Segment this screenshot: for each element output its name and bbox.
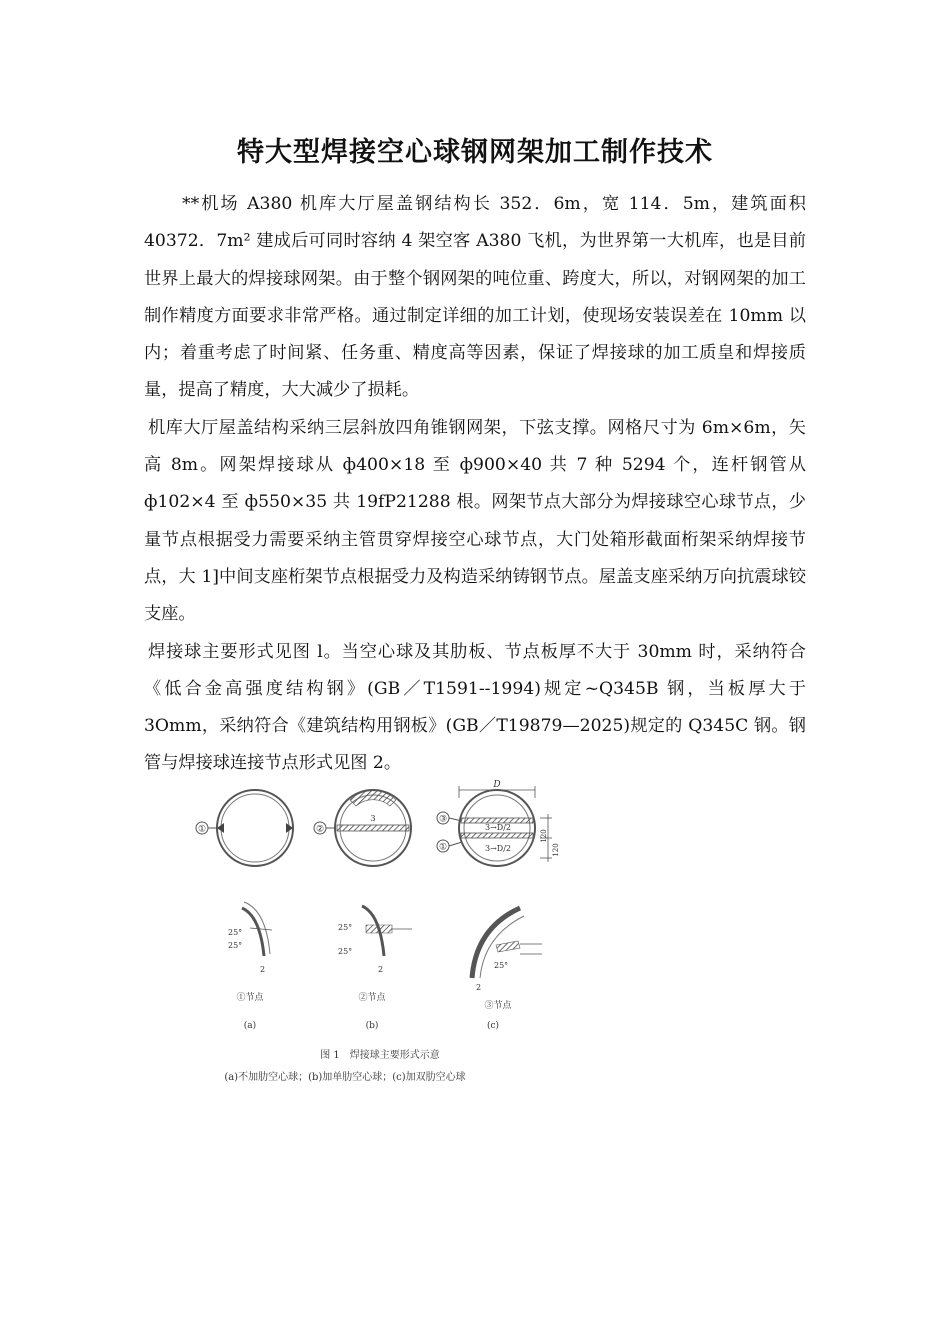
sphere-b-single-rib	[314, 790, 411, 866]
angle-label-b-1: 25°	[338, 923, 353, 932]
angle-label-a-1: 25°	[228, 928, 243, 937]
figure-svg	[180, 778, 580, 1098]
angle-label-a-2: 25°	[228, 941, 243, 950]
sub-label-a: (a)	[243, 1021, 257, 1031]
marker-3-c: ③	[438, 814, 448, 825]
inner-label-c-top: 3→D/2	[485, 823, 511, 832]
sub-label-b: (b)	[365, 1021, 379, 1031]
node-label-b: ②节点	[358, 993, 386, 1003]
node-detail-b	[338, 906, 412, 974]
document-body	[144, 186, 806, 783]
paragraph-1: **机场 A380 机库大厅屋盖钢结构长 352．6m，宽 114．5m，建筑面积 40372．7m² 建成后可同时容纳 4 架空客 A380 飞机，为世界第一大机库，也是目前世界上最大的焊接球网架。由于整个钢网架的吨位重、跨度大，所以，对钢网架的加工制作精度方面要求非常严格。通过制定详细的加工计划，使现场安装误差在 10mm 以内；着重考虑了时间紧、任务重、精度高等因素，保证了焊接球的加工质皇和焊接质量，提高了精度，大大减少了损耗。	[144, 194, 806, 401]
marker-1-c: ①	[438, 842, 448, 853]
angle-label-c: 25°	[494, 961, 509, 970]
dimension-d-label: D	[493, 780, 501, 790]
dimension-120-top: 120	[540, 829, 548, 843]
node-detail-c	[472, 908, 542, 992]
figure-caption: 图 1 焊接球主要形式示意	[320, 1050, 440, 1061]
angle-label-b-2: 25°	[338, 947, 353, 956]
marker-2-b: ②	[315, 824, 325, 835]
sub-label-c: (c)	[486, 1021, 500, 1031]
figure-1-welded-ball-diagram	[180, 778, 580, 1098]
node-detail-a	[228, 902, 272, 974]
weld-label-b: 2	[378, 965, 384, 974]
node-label-c: ③节点	[484, 1001, 512, 1011]
marker-1-a: ①	[197, 824, 207, 835]
sphere-a-unribbed	[196, 790, 293, 866]
node-label-a: ①节点	[236, 993, 264, 1003]
inner-label-b: 3	[370, 814, 376, 823]
sphere-c-double-rib	[437, 780, 560, 866]
document-title: 特大型焊接空心球钢网架加工制作技术	[237, 137, 713, 168]
inner-label-c-bottom: 3→D/2	[485, 844, 511, 853]
paragraph-2: 机库大厅屋盖结构采纳三层斜放四角锥钢网架，下弦支撑。网格尺寸为 6m×6m，矢高 8m。网架焊接球从 ф400×18 至 ф900×40 共 7 种 5294 个，连杆钢管从 ф102×4 至 ф550×35 共 19fP21288 根。网架节点大部分为焊接球空心球节点，少量节点根据受力需要采纳主管贯穿焊接空心球节点，大门处箱形截面桁架采纳焊接节点，大 1]中间支座桁架节点根据受力及构造采纳铸钢节点。屋盖支座采纳万向抗震球铰支座。	[144, 417, 806, 625]
figure-legend: (a)不加肋空心球；(b)加单肋空心球；(c)加双肋空心球	[224, 1072, 466, 1083]
dimension-120-bottom: 120	[552, 843, 560, 857]
weld-label-a: 2	[260, 965, 266, 974]
paragraph-3: 焊接球主要形式见图 l。当空心球及其肋板、节点板厚不大于 30mm 时，采纳符合《低合金高强度结构钢》(GB／T1591--1994)规定~Q345B 钢，当板厚大于 3Omm，采纳符合《建筑结构用钢板》(GB／T19879—2025)规定的 Q345C 钢。钢管与焊接球连接节点形式见图 2。	[144, 641, 806, 774]
weld-label-c: 2	[476, 983, 482, 992]
